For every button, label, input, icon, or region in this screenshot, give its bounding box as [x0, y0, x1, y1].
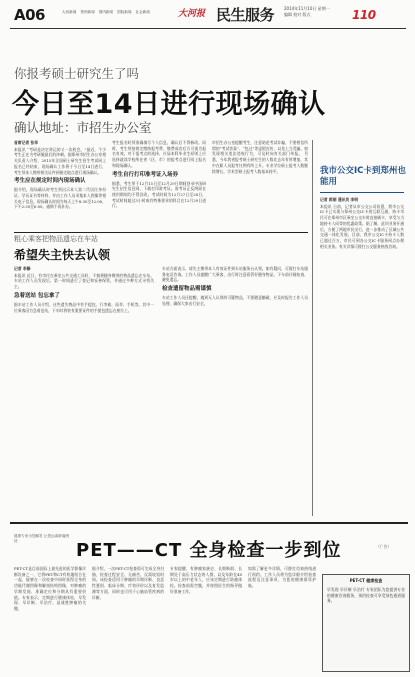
- sidebar-rule: [320, 192, 404, 193]
- story3-column-3: [170, 566, 242, 670]
- nav-item[interactable]: 郑州新闻: [80, 10, 95, 14]
- lead-col3b-text: 另悉，今年我省报考硕士研究生的人数比去年有所增加，其中在职人员报考比例有所上升。专业学位硕士报考人数继续增长，学术型硕士报考人数基本持平。: [212, 151, 308, 174]
- lead-col2-subhead: 考生自行打印准考证入场券: [112, 171, 179, 178]
- story3-column-1: [14, 566, 86, 670]
- story3-column-2: [92, 566, 164, 670]
- lead-kicker: 你报考硕士研究生了吗: [14, 66, 140, 81]
- paper-logo: 大河报: [178, 9, 206, 19]
- ad-title: PET-CT 健康检查: [349, 578, 383, 583]
- lead-col2b-text: 据悉，考生须于12月15日至12月29日期间登录中国研究生招生信息网，下载打印准考证。准考证正反两面在使用期间均不得涂改。考试时间为12月27日至28日，考试时间超过3小时或有特殊要求的科目在12月29日进行。: [112, 180, 206, 209]
- lead-col1-subhead: 考生应在规定时间内现场确认: [14, 178, 86, 185]
- story2-kicker: 粗心乘客把物品遗忘在车站: [14, 235, 98, 243]
- story3-headline: PET——CT 全身检查一步到位: [76, 540, 342, 561]
- date-line: 2014年11月10日 星期一: [284, 6, 330, 11]
- sidebar-body: [320, 197, 404, 497]
- page-header: [0, 0, 415, 58]
- ad-box: [322, 574, 410, 672]
- lead-column-3: [212, 140, 308, 232]
- lead-col1-text: 本报讯 “考研是决定命运的又一次机会。”最近，不少考生正在为考研做最后的冲刺。据郑州市招生办公室相关负责人介绍，2015年全国硕士研究生招生考试网上报名已经结束，现场确认工作将于今日至14日进行，考生须本人携带相关证件到指定地点进行现场确认。: [14, 146, 106, 175]
- story2-col2-text: 车站方面表示，请失主携带本人有效证件到车站服务台认领。如有疑问，可拨打车站服务电话咨询。工作人员提醒广大乘客，出行时注意看管好随身物品，下车前仔细检查，避免遗忘。: [162, 266, 308, 283]
- story2-col1-text: 本报讯 近日，有市民在乘坐公共交通工具时，不慎将随身携带的物品遗忘在车站。车站工作人员发现后，第一时间进行了登记和妥善保管，并通过多种方式寻找失主。: [14, 272, 154, 290]
- story3-col1-text: PET-CT是目前国际上最先进的医学影像诊断设备之一，它将PET和CT有机地结合在一起，能够在一次检查中同时获得全身的功能代谢图像和解剖结构图像，对肿瘤的早期发现、准确定位和分期具有重要价值。专家表示，定期进行健康体检，早发现、早诊断、早治疗，是战胜肿瘤的关键。: [14, 566, 86, 611]
- lead-column-1: [14, 140, 106, 232]
- sidebar-story: [316, 160, 408, 500]
- story3-top-rule: [10, 522, 408, 524]
- nav-item[interactable]: 国际新闻: [117, 10, 132, 14]
- sidebar-byline: 记者 郭丽 通讯员 李明: [320, 197, 359, 202]
- lead-col2-text: 考生报名时须准确填写个人信息，确认后不得修改。同时，考生须按规定缴纳报考费，缴费成功后方可视为报名有效。对于报考点的选择，应届本科毕业生原则上应选择就读学校所在省（区、市）的报考点进行网上报名和现场确认。: [112, 140, 206, 168]
- sidebar-text: 本报讯 日前，记者从市公交公司获悉，我市公交IC卡已实现与郑州公交IC卡的互联互通，持卡市民可在郑州市区乘坐公交车时直接刷卡，享受与当地持卡人同等的优惠政策。据了解，此项业务开通后，方便了两地市民出行，进一步推动了区域公共交通一体化发展。目前，我市公交IC卡持卡人数已超过百万，市民可到各公交IC卡服务网点办理相关业务。有关详情可拨打公交服务热线咨询。: [320, 203, 404, 249]
- lead-col1b-text: 据介绍，现场确认时考生须出示本人第二代居民身份证、学历证书等材料，并由工作人员采集本人图像等相关电子信息。现场确认时间为每天上午8:30至12:00，下午2:30至6:00。逾期不再补办。: [14, 187, 106, 210]
- story2-byline: 记者 李静: [14, 266, 31, 271]
- page-number: A06: [14, 6, 45, 24]
- brand-110-logo: 110: [352, 8, 376, 22]
- story3-column-4: [248, 566, 316, 670]
- story3-kicker: 健康专家为您解答 让您远离肿瘤困扰: [14, 534, 70, 543]
- story2-col1-subhead: 急着送站 包忘拿了: [14, 292, 60, 299]
- story3-col2-text: 据介绍，一次PET-CT检查即可完成全身扫描，检查过程安全、无痛苦，仅需较短时间。该检查适用于肿瘤的早期诊断、良恶性鉴别、临床分期、疗效评价以及复发监测等方面，同时也可用于心脑血管疾病的诊断。: [92, 566, 164, 600]
- header-rule: [10, 28, 406, 29]
- nav-item[interactable]: 大河新闻: [62, 10, 77, 14]
- story2-col2-subhead: 检查遗留物品需谨慎: [162, 286, 212, 293]
- story2-col2b-text: 车站工作人员还提醒，遇到无人认领的可疑物品，不要随意触碰，应及时报告工作人员处理，确保大家出行安全。: [162, 295, 308, 306]
- story2-col1b-text: 据车站工作人员介绍，这些遗失物品中有手提包、行李箱、雨伞、手机等。其中一位乘客因为急着送站，下车时将装有重要证件的手提包遗忘在座位上。: [14, 301, 154, 313]
- story3-col4-text: 如需了解更多详情，可拨打咨询热线进行预约。工作人员将为您详细介绍检查流程及注意事项，为您的健康保驾护航。: [248, 566, 316, 589]
- story2-headline: 希望失主快去认领: [14, 248, 111, 262]
- lead-column-2: [112, 140, 206, 232]
- nav-item[interactable]: 国内新闻: [98, 10, 114, 14]
- story2-column-2: [162, 266, 308, 510]
- nav-item[interactable]: 社会新闻: [135, 10, 150, 14]
- column-divider: [312, 140, 313, 516]
- story3-col3-text: 专家提醒，有肿瘤家族史、长期吸烟、长期处于高压力状态的人群，以及年龄在40岁以上的中老年人，应该定期进行防癌体检。检查前需空腹，并按照医生的指导做好准备工作。: [170, 566, 242, 594]
- ad-body: [327, 587, 405, 667]
- sidebar-title: 我市公交IC卡到郑州也能用: [320, 166, 406, 187]
- story3-credit: （广告）: [376, 544, 392, 549]
- section-title: 民生服务: [216, 6, 275, 24]
- story2-top-rule: [14, 232, 308, 233]
- story2-column-1: [14, 266, 154, 510]
- editor-line: 编辑 校对 版式: [284, 12, 311, 17]
- ad-body-text: 早发现 早诊断 早治疗 专家团队为您提供专业的健康咨询服务，预约检查可享受绿色通道服务。: [327, 587, 405, 604]
- section-nav: [62, 10, 166, 15]
- lead-col3-text: 市招生办公室提醒考生，注意防范考试诈骗，不要相信所谓的“考试答案”、“包过”等虚假宣传，以免上当受骗。如发现相关违法违规行为，可及时向有关部门举报。: [212, 140, 308, 157]
- lead-headline: 今日至14日进行现场确认: [12, 89, 326, 120]
- lead-byline: 首席记者 张华: [14, 140, 39, 145]
- date-editor-block: [284, 6, 356, 18]
- lead-subhead: 确认地址：市招生办公室: [14, 120, 152, 135]
